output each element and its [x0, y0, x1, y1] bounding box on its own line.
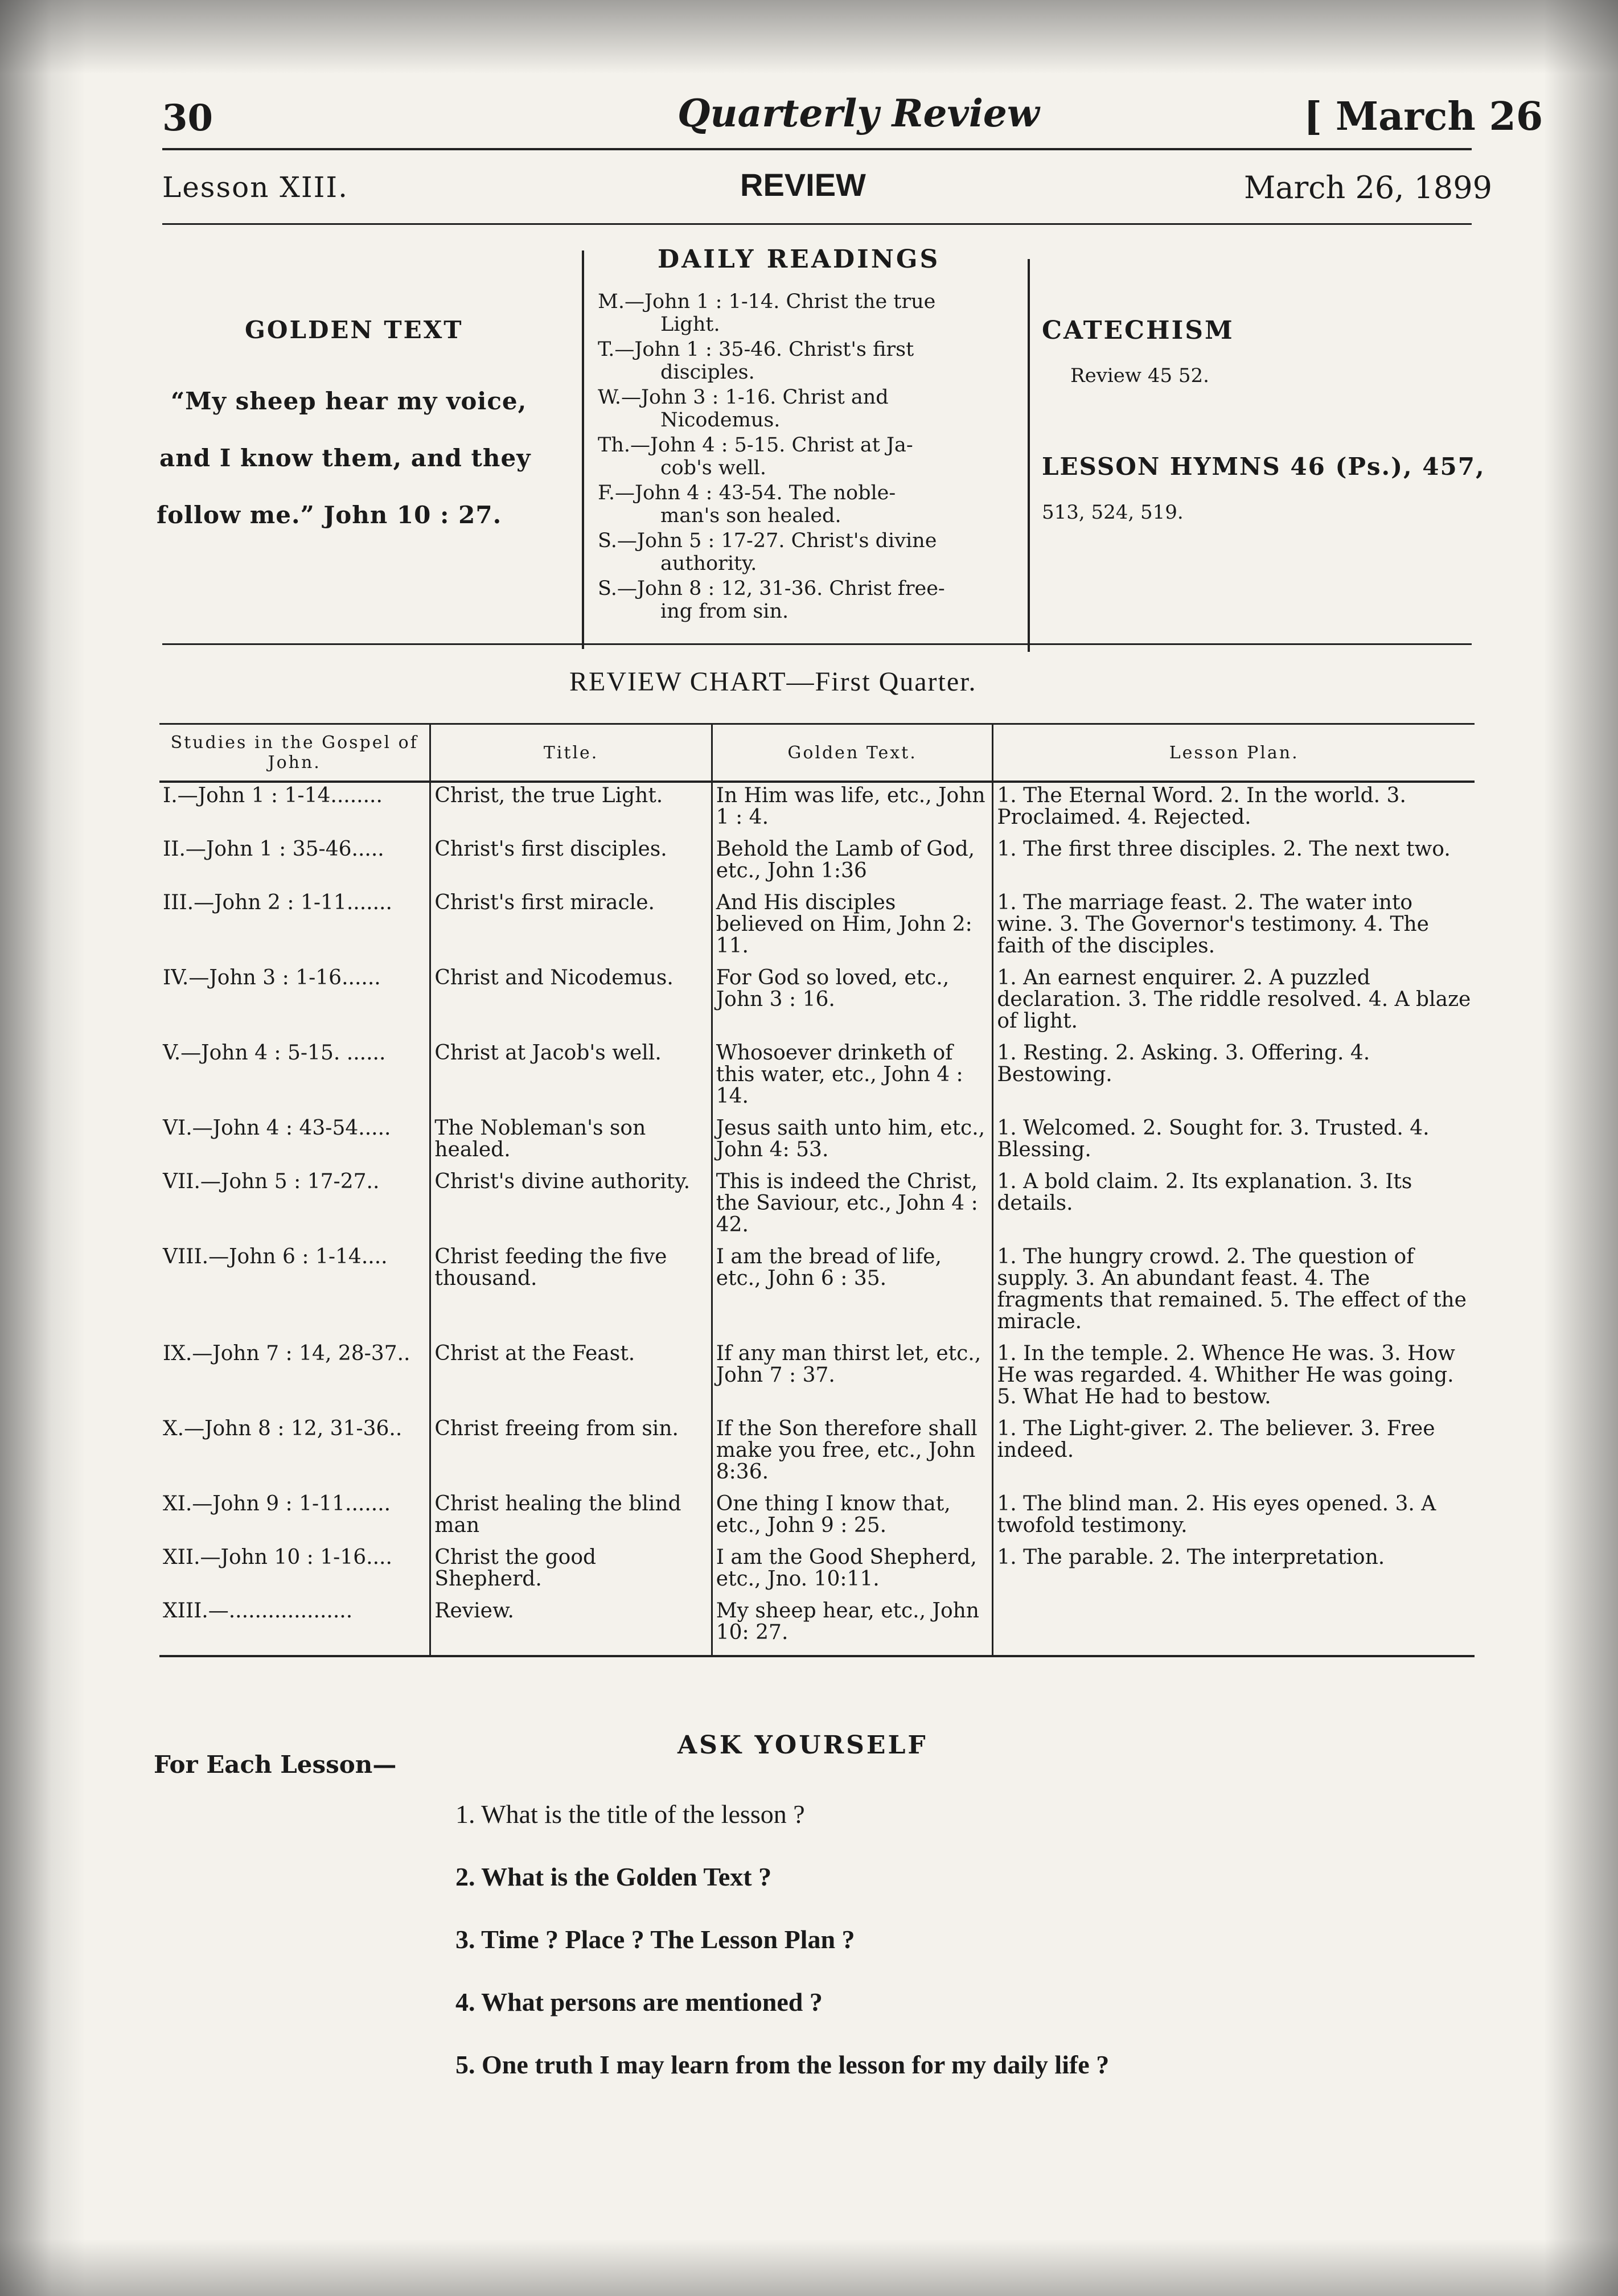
cell-title: Christ's divine authority. [430, 1164, 712, 1239]
cell-lesson-plan: 1. The marriage feast. 2. The water into wine. 3. The Governor's testimony. 4. The faith of the disciples. [993, 885, 1475, 960]
chart-row [159, 885, 1475, 960]
cell-lesson-plan: 1. The blind man. 2. His eyes opened. 3. A twofold testimony. [993, 1486, 1475, 1540]
cell-title: Christ feeding the five thousand. [430, 1239, 712, 1336]
chart-row [159, 1593, 1475, 1656]
question-item: 1. What is the title of the lesson ? [455, 1800, 805, 1829]
cell-study-ref: VIII.—John 6 : 1-14.... [163, 1245, 388, 1268]
lesson-hymns-title: LESSON HYMNS 46 (Ps.), 457, [1042, 453, 1485, 480]
chart-header-row [159, 724, 1475, 782]
cell-lesson-plan [993, 1593, 1475, 1656]
cell-golden-text: For God so loved, etc., John 3 : 16. [712, 960, 993, 1036]
cell-study-ref: I.—John 1 : 1-14........ [163, 784, 383, 807]
cell-study-ref: XI.—John 9 : 1-11....... [163, 1492, 391, 1515]
readings-divider-right [1028, 259, 1030, 652]
cell-study-ref: VII.—John 5 : 17-27.. [163, 1170, 380, 1193]
question-item: 3. Time ? Place ? The Lesson Plan ? [455, 1925, 855, 1954]
catechism-title: CATECHISM [1042, 316, 1234, 345]
chart-row [159, 1036, 1475, 1111]
cell-golden-text: In Him was life, etc., John 1 : 4. [712, 782, 993, 832]
daily-readings-title: DAILY READINGS [658, 245, 941, 274]
cell-study-ref: IV.—John 3 : 1-16...... [163, 966, 381, 989]
publication-title: Quarterly Review [677, 91, 1040, 135]
question-item: 5. One truth I may learn from the lesson for my daily life ? [455, 2050, 1110, 2079]
chart-row [159, 782, 1475, 832]
golden-text-line: follow me.” John 10 : 27. [157, 501, 502, 529]
chart-row [159, 1239, 1475, 1336]
review-chart-table [159, 723, 1475, 1657]
reading-item: S.—John 8 : 12, 31-36. Christ free- ing from sin. [598, 577, 945, 623]
question-item: 2. What is the Golden Text ? [455, 1862, 772, 1891]
cell-lesson-plan: 1. An earnest enquirer. 2. A puzzled declaration. 3. The riddle resolved. 4. A blaze of light. [993, 960, 1475, 1036]
header-studies: Studies in the Gospel of John. [159, 724, 430, 782]
cell-lesson-plan: 1. The Eternal Word. 2. In the world. 3. Proclaimed. 4. Rejected. [993, 782, 1475, 832]
cell-golden-text: Jesus saith unto him, etc., John 4: 53. [712, 1111, 993, 1164]
header-rule [162, 148, 1472, 150]
lesson-number: Lesson XIII. [162, 171, 349, 204]
chart-row [159, 1411, 1475, 1486]
cell-study-ref: II.—John 1 : 35-46..... [163, 837, 384, 861]
cell-golden-text: One thing I know that, etc., John 9 : 25. [712, 1486, 993, 1540]
cell-lesson-plan: 1. Welcomed. 2. Sought for. 3. Trusted. 4. Blessing. [993, 1111, 1475, 1164]
reading-item: Th.—John 4 : 5-15. Christ at Ja- cob's well. [598, 434, 913, 479]
cell-lesson-plan: 1. The first three disciples. 2. The next two. [993, 832, 1475, 885]
chart-row [159, 1336, 1475, 1411]
lesson-date: March 26, 1899 [1244, 170, 1492, 206]
golden-text-line: and I know them, and they [159, 444, 531, 472]
scan-shadow-top [0, 0, 1618, 74]
scan-shadow-left [0, 0, 85, 2296]
reading-item: F.—John 4 : 43-54. The noble- man's son healed. [598, 482, 896, 527]
lesson-hymns-body: 513, 524, 519. [1042, 501, 1184, 524]
header-date: [ March 26 [1304, 94, 1543, 139]
cell-lesson-plan: 1. Resting. 2. Asking. 3. Offering. 4. Bestowing. [993, 1036, 1475, 1111]
cell-study-ref: III.—John 2 : 1-11....... [163, 891, 392, 914]
readings-divider-left [582, 250, 584, 649]
cell-title: Christ at Jacob's well. [430, 1036, 712, 1111]
cell-study-ref: XIII.—................... [159, 1593, 430, 1656]
cell-golden-text: Whosoever drinketh of this water, etc., John 4 : 14. [712, 1036, 993, 1111]
cell-lesson-plan: 1. In the temple. 2. Whence He was. 3. How He was regarded. 4. Whither He was going. 5. What He had to bestow. [993, 1336, 1475, 1411]
cell-golden-text: Behold the Lamb of God, etc., John 1:36 [712, 832, 993, 885]
chart-row [159, 1164, 1475, 1239]
cell-study-ref: VI.—John 4 : 43-54..... [163, 1116, 391, 1140]
cell-lesson-plan: 1. The parable. 2. The interpretation. [993, 1540, 1475, 1593]
header-title: Title. [430, 724, 712, 782]
cell-title: Review. [430, 1593, 712, 1656]
lesson-rule [162, 223, 1472, 225]
cell-study-ref: V.—John 4 : 5-15. ...... [163, 1041, 386, 1065]
reading-item: M.—John 1 : 1-14. Christ the true Light. [598, 290, 936, 336]
review-chart-title: REVIEW CHART—First Quarter. [569, 667, 977, 697]
cell-title: The Nobleman's son healed. [430, 1111, 712, 1164]
lesson-title: REVIEW [740, 167, 866, 203]
cell-golden-text: And His disciples believed on Him, John 2: 11. [712, 885, 993, 960]
cell-golden-text: If the Son therefore shall make you free, etc., John 8:36. [712, 1411, 993, 1486]
cell-lesson-plan: 1. The Light-giver. 2. The believer. 3. Free indeed. [993, 1411, 1475, 1486]
reading-item: T.—John 1 : 35-46. Christ's first disciples. [598, 338, 914, 384]
cell-title: Christ at the Feast. [430, 1336, 712, 1411]
header-golden-text: Golden Text. [712, 724, 993, 782]
cell-lesson-plan: 1. The hungry crowd. 2. The question of supply. 3. An abundant feast. 4. The fragments that remained. 5. The effect of the miracle. [993, 1239, 1475, 1336]
cell-study-ref: IX.—John 7 : 14, 28-37.. [163, 1342, 410, 1365]
chart-row [159, 1111, 1475, 1164]
cell-golden-text: I am the bread of life, etc., John 6 : 35. [712, 1239, 993, 1336]
cell-golden-text: If any man thirst let, etc., John 7 : 37. [712, 1336, 993, 1411]
cell-title: Christ, the true Light. [430, 782, 712, 832]
cell-title: Christ's first miracle. [430, 885, 712, 960]
cell-golden-text: My sheep hear, etc., John 10: 27. [712, 1593, 993, 1656]
ask-yourself-title: ASK YOURSELF [677, 1731, 928, 1760]
chart-row [159, 1486, 1475, 1540]
reading-item: S.—John 5 : 17-27. Christ's divine authority. [598, 529, 937, 575]
scan-shadow-bottom [0, 2239, 1618, 2296]
cell-title: Christ freeing from sin. [430, 1411, 712, 1486]
review-chart [159, 723, 1475, 1657]
cell-golden-text: This is indeed the Christ, the Saviour, etc., John 4 : 42. [712, 1164, 993, 1239]
golden-text-title: GOLDEN TEXT [245, 316, 463, 344]
cell-title: Christ's first disciples. [430, 832, 712, 885]
cell-title: Christ the good Shepherd. [430, 1540, 712, 1593]
chart-row [159, 1540, 1475, 1593]
scan-shadow-right [1544, 0, 1618, 2296]
header-lesson-plan: Lesson Plan. [993, 724, 1475, 782]
page-number: 30 [162, 97, 213, 139]
section-rule [162, 643, 1472, 645]
cell-title: Christ healing the blind man [430, 1486, 712, 1540]
for-each-lesson: For Each Lesson— [154, 1751, 397, 1779]
daily-readings-list [598, 290, 1019, 625]
reading-item: W.—John 3 : 1-16. Christ and Nicodemus. [598, 386, 889, 432]
golden-text-line: “My sheep hear my voice, [171, 387, 527, 415]
cell-title: Christ and Nicodemus. [430, 960, 712, 1036]
cell-study-ref: XII.—John 10 : 1-16.... [163, 1546, 392, 1569]
cell-golden-text: I am the Good Shepherd, etc., Jno. 10:11. [712, 1540, 993, 1593]
cell-lesson-plan: 1. A bold claim. 2. Its explanation. 3. Its details. [993, 1164, 1475, 1239]
cell-study-ref: X.—John 8 : 12, 31-36.. [163, 1417, 403, 1440]
catechism-body: Review 45 52. [1070, 364, 1209, 387]
chart-row [159, 960, 1475, 1036]
chart-row [159, 832, 1475, 885]
question-item: 4. What persons are mentioned ? [455, 1987, 823, 2016]
